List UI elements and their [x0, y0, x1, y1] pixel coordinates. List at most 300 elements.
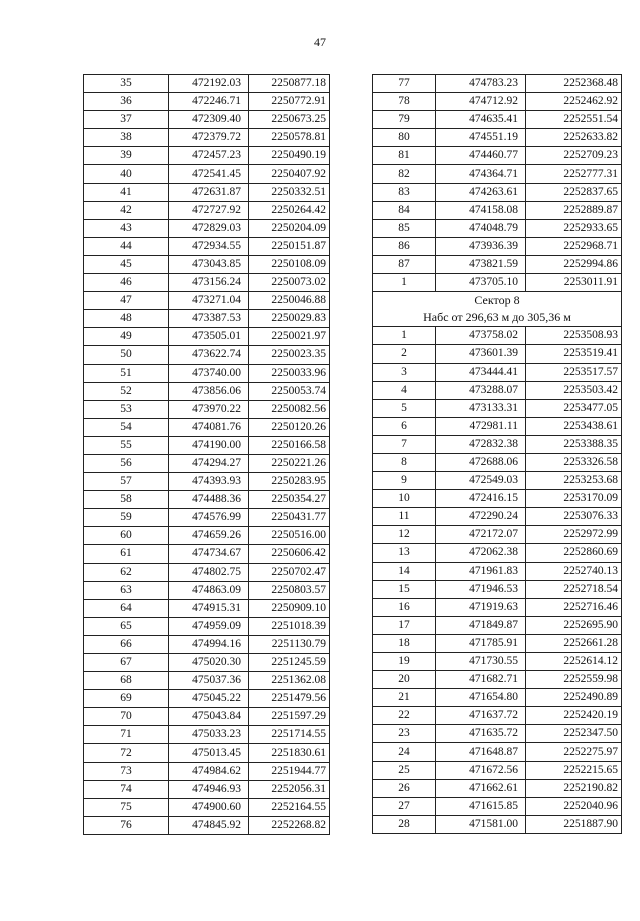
table-row	[84, 147, 330, 165]
y-coordinate: 2252837.65	[526, 183, 622, 201]
x-coordinate: 473043.85	[169, 255, 249, 273]
x-coordinate: 473601.39	[436, 345, 526, 363]
x-coordinate: 472290.24	[436, 508, 526, 526]
y-coordinate: 2252551.54	[526, 111, 622, 129]
point-number: 1	[373, 327, 436, 345]
x-coordinate: 474158.08	[436, 201, 526, 219]
x-coordinate: 472309.40	[169, 111, 249, 129]
point-number: 25	[373, 761, 436, 779]
table-row	[373, 761, 622, 779]
x-coordinate: 474393.93	[169, 473, 249, 491]
y-coordinate: 2251018.39	[249, 617, 330, 635]
y-coordinate: 2251830.61	[249, 744, 330, 762]
point-number: 38	[84, 129, 169, 147]
y-coordinate: 2252490.89	[526, 689, 622, 707]
y-coordinate: 2252718.54	[526, 580, 622, 598]
x-coordinate: 473622.74	[169, 346, 249, 364]
x-coordinate: 471785.91	[436, 634, 526, 652]
x-coordinate: 474984.62	[169, 762, 249, 780]
x-coordinate: 471615.85	[436, 797, 526, 815]
point-number: 13	[373, 544, 436, 562]
x-coordinate: 472192.03	[169, 75, 249, 93]
x-coordinate: 472727.92	[169, 201, 249, 219]
y-coordinate: 2252860.69	[526, 544, 622, 562]
y-coordinate: 2251130.79	[249, 635, 330, 653]
table-row	[84, 473, 330, 491]
table-row	[84, 563, 330, 581]
x-coordinate: 473387.53	[169, 310, 249, 328]
x-coordinate: 475033.23	[169, 726, 249, 744]
point-number: 7	[373, 435, 436, 453]
point-number: 78	[373, 93, 436, 111]
table-row	[373, 165, 622, 183]
table-row	[373, 453, 622, 471]
x-coordinate: 474915.31	[169, 599, 249, 617]
right-table-top-body	[373, 75, 622, 292]
table-row	[84, 328, 330, 346]
point-number: 64	[84, 599, 169, 617]
point-number: 55	[84, 436, 169, 454]
y-coordinate: 2251245.59	[249, 654, 330, 672]
table-row	[373, 490, 622, 508]
y-coordinate: 2253477.05	[526, 399, 622, 417]
x-coordinate: 471662.61	[436, 779, 526, 797]
table-row	[84, 599, 330, 617]
x-coordinate: 474734.67	[169, 545, 249, 563]
x-coordinate: 472631.87	[169, 183, 249, 201]
y-coordinate: 2250877.18	[249, 75, 330, 93]
sector-title: Сектор 8	[373, 292, 622, 310]
x-coordinate: 475037.36	[169, 672, 249, 690]
x-coordinate: 472549.03	[436, 472, 526, 490]
table-row	[84, 274, 330, 292]
x-coordinate: 471648.87	[436, 743, 526, 761]
point-number: 66	[84, 635, 169, 653]
x-coordinate: 472246.71	[169, 93, 249, 111]
table-row	[373, 815, 622, 833]
y-coordinate: 2251597.29	[249, 708, 330, 726]
table-row	[373, 183, 622, 201]
point-number: 65	[84, 617, 169, 635]
point-number: 8	[373, 453, 436, 471]
table-row	[373, 381, 622, 399]
x-coordinate: 473505.01	[169, 328, 249, 346]
table-row	[84, 654, 330, 672]
x-coordinate: 472541.45	[169, 165, 249, 183]
y-coordinate: 2250221.26	[249, 454, 330, 472]
x-coordinate: 472981.11	[436, 417, 526, 435]
point-number: 44	[84, 237, 169, 255]
sector-subtitle: Набс от 296,63 м до 305,36 м	[373, 309, 622, 327]
y-coordinate: 2252968.71	[526, 237, 622, 255]
x-coordinate: 474263.61	[436, 183, 526, 201]
table-row	[84, 219, 330, 237]
point-number: 36	[84, 93, 169, 111]
coordinates-table-right	[372, 74, 622, 834]
table-row	[373, 435, 622, 453]
table-row	[84, 617, 330, 635]
y-coordinate: 2250606.42	[249, 545, 330, 563]
table-row	[373, 417, 622, 435]
table-row	[84, 237, 330, 255]
point-number: 50	[84, 346, 169, 364]
point-number: 71	[84, 726, 169, 744]
table-row	[373, 147, 622, 165]
table-row	[84, 292, 330, 310]
table-row	[84, 672, 330, 690]
y-coordinate: 2252709.23	[526, 147, 622, 165]
point-number: 40	[84, 165, 169, 183]
table-row	[373, 75, 622, 93]
point-number: 22	[373, 707, 436, 725]
point-number: 61	[84, 545, 169, 563]
x-coordinate: 471682.71	[436, 671, 526, 689]
table-row	[84, 690, 330, 708]
y-coordinate: 2253519.41	[526, 345, 622, 363]
left-table-body	[84, 75, 330, 835]
point-number: 63	[84, 581, 169, 599]
point-number: 48	[84, 310, 169, 328]
table-row	[373, 779, 622, 797]
x-coordinate: 474364.71	[436, 165, 526, 183]
point-number: 1	[373, 274, 436, 292]
y-coordinate: 2252777.31	[526, 165, 622, 183]
y-coordinate: 2250354.27	[249, 491, 330, 509]
point-number: 27	[373, 797, 436, 815]
x-coordinate: 473288.07	[436, 381, 526, 399]
y-coordinate: 2250204.09	[249, 219, 330, 237]
y-coordinate: 2251362.08	[249, 672, 330, 690]
y-coordinate: 2252716.46	[526, 598, 622, 616]
y-coordinate: 2252740.13	[526, 562, 622, 580]
x-coordinate: 471654.80	[436, 689, 526, 707]
x-coordinate: 471672.56	[436, 761, 526, 779]
x-coordinate: 474659.26	[169, 527, 249, 545]
table-row	[84, 509, 330, 527]
y-coordinate: 2251887.90	[526, 815, 622, 833]
table-row	[373, 689, 622, 707]
table-row	[84, 183, 330, 201]
y-coordinate: 2250283.95	[249, 473, 330, 491]
point-number: 69	[84, 690, 169, 708]
point-number: 56	[84, 454, 169, 472]
x-coordinate: 474460.77	[436, 147, 526, 165]
table-row	[84, 75, 330, 93]
sector-header	[373, 292, 622, 327]
table-row	[84, 418, 330, 436]
point-number: 3	[373, 363, 436, 381]
point-number: 5	[373, 399, 436, 417]
y-coordinate: 2250772.91	[249, 93, 330, 111]
table-row	[84, 165, 330, 183]
y-coordinate: 2250264.42	[249, 201, 330, 219]
point-number: 60	[84, 527, 169, 545]
x-coordinate: 472832.38	[436, 435, 526, 453]
x-coordinate: 474294.27	[169, 454, 249, 472]
y-coordinate: 2250166.58	[249, 436, 330, 454]
x-coordinate: 473156.24	[169, 274, 249, 292]
x-coordinate: 473444.41	[436, 363, 526, 381]
point-number: 79	[373, 111, 436, 129]
point-number: 72	[84, 744, 169, 762]
table-row	[373, 634, 622, 652]
table-row	[373, 274, 622, 292]
x-coordinate: 475013.45	[169, 744, 249, 762]
point-number: 2	[373, 345, 436, 363]
y-coordinate: 2252972.99	[526, 526, 622, 544]
x-coordinate: 471581.00	[436, 815, 526, 833]
x-coordinate: 474712.92	[436, 93, 526, 111]
x-coordinate: 471849.87	[436, 616, 526, 634]
point-number: 85	[373, 219, 436, 237]
y-coordinate: 2250053.74	[249, 382, 330, 400]
y-coordinate: 2250029.83	[249, 310, 330, 328]
y-coordinate: 2250073.02	[249, 274, 330, 292]
y-coordinate: 2252994.86	[526, 255, 622, 273]
point-number: 21	[373, 689, 436, 707]
y-coordinate: 2250151.87	[249, 237, 330, 255]
y-coordinate: 2252559.98	[526, 671, 622, 689]
table-row	[84, 762, 330, 780]
x-coordinate: 474845.92	[169, 816, 249, 834]
x-coordinate: 473758.02	[436, 327, 526, 345]
y-coordinate: 2252056.31	[249, 780, 330, 798]
point-number: 39	[84, 147, 169, 165]
point-number: 15	[373, 580, 436, 598]
point-number: 67	[84, 654, 169, 672]
y-coordinate: 2250490.19	[249, 147, 330, 165]
table-row	[373, 743, 622, 761]
point-number: 77	[373, 75, 436, 93]
y-coordinate: 2252164.55	[249, 798, 330, 816]
point-number: 23	[373, 725, 436, 743]
table-row	[84, 744, 330, 762]
table-row	[373, 725, 622, 743]
point-number: 28	[373, 815, 436, 833]
table-row	[373, 671, 622, 689]
point-number: 10	[373, 490, 436, 508]
coordinates-table-left	[83, 74, 330, 835]
x-coordinate: 474946.93	[169, 780, 249, 798]
x-coordinate: 472416.15	[436, 490, 526, 508]
x-coordinate: 475020.30	[169, 654, 249, 672]
point-number: 20	[373, 671, 436, 689]
point-number: 12	[373, 526, 436, 544]
table-row	[373, 580, 622, 598]
x-coordinate: 471961.83	[436, 562, 526, 580]
y-coordinate: 2250578.81	[249, 129, 330, 147]
x-coordinate: 473936.39	[436, 237, 526, 255]
point-number: 19	[373, 653, 436, 671]
y-coordinate: 2252368.48	[526, 75, 622, 93]
table-row	[84, 527, 330, 545]
point-number: 59	[84, 509, 169, 527]
x-coordinate: 473970.22	[169, 400, 249, 418]
x-coordinate: 473271.04	[169, 292, 249, 310]
y-coordinate: 2250033.96	[249, 364, 330, 382]
x-coordinate: 473821.59	[436, 255, 526, 273]
x-coordinate: 471730.55	[436, 653, 526, 671]
x-coordinate: 471635.72	[436, 725, 526, 743]
x-coordinate: 472829.03	[169, 219, 249, 237]
y-coordinate: 2250516.00	[249, 527, 330, 545]
table-row	[373, 363, 622, 381]
point-number: 18	[373, 634, 436, 652]
y-coordinate: 2253076.33	[526, 508, 622, 526]
table-row	[373, 797, 622, 815]
y-coordinate: 2251479.56	[249, 690, 330, 708]
y-coordinate: 2253438.61	[526, 417, 622, 435]
x-coordinate: 471637.72	[436, 707, 526, 725]
point-number: 45	[84, 255, 169, 273]
y-coordinate: 2252190.82	[526, 779, 622, 797]
table-row	[84, 816, 330, 834]
y-coordinate: 2253170.09	[526, 490, 622, 508]
table-row	[84, 364, 330, 382]
point-number: 83	[373, 183, 436, 201]
y-coordinate: 2252933.65	[526, 219, 622, 237]
y-coordinate: 2252614.12	[526, 653, 622, 671]
y-coordinate: 2253388.35	[526, 435, 622, 453]
table-row	[84, 129, 330, 147]
y-coordinate: 2253517.57	[526, 363, 622, 381]
point-number: 37	[84, 111, 169, 129]
x-coordinate: 474802.75	[169, 563, 249, 581]
point-number: 47	[84, 292, 169, 310]
x-coordinate: 472062.38	[436, 544, 526, 562]
point-number: 68	[84, 672, 169, 690]
sector-subtitle-row	[373, 309, 622, 327]
point-number: 52	[84, 382, 169, 400]
y-coordinate: 2253503.42	[526, 381, 622, 399]
y-coordinate: 2252268.82	[249, 816, 330, 834]
y-coordinate: 2252661.28	[526, 634, 622, 652]
table-row	[373, 598, 622, 616]
table-row	[84, 93, 330, 111]
point-number: 76	[84, 816, 169, 834]
point-number: 14	[373, 562, 436, 580]
x-coordinate: 472172.07	[436, 526, 526, 544]
point-number: 46	[84, 274, 169, 292]
y-coordinate: 2252040.96	[526, 797, 622, 815]
table-row	[84, 635, 330, 653]
x-coordinate: 471946.53	[436, 580, 526, 598]
y-coordinate: 2253508.93	[526, 327, 622, 345]
table-row	[84, 545, 330, 563]
y-coordinate: 2250108.09	[249, 255, 330, 273]
point-number: 75	[84, 798, 169, 816]
x-coordinate: 475043.84	[169, 708, 249, 726]
table-row	[84, 581, 330, 599]
x-coordinate: 473740.00	[169, 364, 249, 382]
x-coordinate: 474551.19	[436, 129, 526, 147]
y-coordinate: 2250332.51	[249, 183, 330, 201]
y-coordinate: 2252347.50	[526, 725, 622, 743]
point-number: 16	[373, 598, 436, 616]
y-coordinate: 2250407.92	[249, 165, 330, 183]
table-row	[84, 798, 330, 816]
y-coordinate: 2250431.77	[249, 509, 330, 527]
point-number: 9	[373, 472, 436, 490]
table-row	[84, 201, 330, 219]
x-coordinate: 472688.06	[436, 453, 526, 471]
point-number: 35	[84, 75, 169, 93]
point-number: 74	[84, 780, 169, 798]
y-coordinate: 2253326.58	[526, 453, 622, 471]
y-coordinate: 2250909.10	[249, 599, 330, 617]
y-coordinate: 2251944.77	[249, 762, 330, 780]
point-number: 58	[84, 491, 169, 509]
x-coordinate: 474863.09	[169, 581, 249, 599]
right-table-bottom-body	[373, 327, 622, 834]
point-number: 41	[84, 183, 169, 201]
table-row	[373, 255, 622, 273]
table-row	[373, 399, 622, 417]
point-number: 11	[373, 508, 436, 526]
point-number: 87	[373, 255, 436, 273]
point-number: 6	[373, 417, 436, 435]
point-number: 86	[373, 237, 436, 255]
table-row	[373, 345, 622, 363]
y-coordinate: 2250803.57	[249, 581, 330, 599]
table-row	[84, 255, 330, 273]
table-row	[373, 237, 622, 255]
x-coordinate: 474635.41	[436, 111, 526, 129]
y-coordinate: 2250702.47	[249, 563, 330, 581]
point-number: 84	[373, 201, 436, 219]
y-coordinate: 2250046.88	[249, 292, 330, 310]
y-coordinate: 2252275.97	[526, 743, 622, 761]
x-coordinate: 474576.99	[169, 509, 249, 527]
table-row	[373, 562, 622, 580]
x-coordinate: 474783.23	[436, 75, 526, 93]
y-coordinate: 2250082.56	[249, 400, 330, 418]
x-coordinate: 474900.60	[169, 798, 249, 816]
table-row	[373, 616, 622, 634]
table-row	[84, 780, 330, 798]
point-number: 82	[373, 165, 436, 183]
sector-title-row	[373, 292, 622, 310]
point-number: 62	[84, 563, 169, 581]
page-number: 47	[314, 35, 326, 49]
point-number: 57	[84, 473, 169, 491]
x-coordinate: 475045.22	[169, 690, 249, 708]
table-row	[84, 111, 330, 129]
y-coordinate: 2252462.92	[526, 93, 622, 111]
table-row	[373, 327, 622, 345]
x-coordinate: 474959.09	[169, 617, 249, 635]
x-coordinate: 473856.06	[169, 382, 249, 400]
table-row	[84, 382, 330, 400]
point-number: 51	[84, 364, 169, 382]
table-row	[373, 201, 622, 219]
table-row	[373, 219, 622, 237]
point-number: 4	[373, 381, 436, 399]
y-coordinate: 2250673.25	[249, 111, 330, 129]
x-coordinate: 472379.72	[169, 129, 249, 147]
y-coordinate: 2252215.65	[526, 761, 622, 779]
y-coordinate: 2252633.82	[526, 129, 622, 147]
point-number: 43	[84, 219, 169, 237]
table-row	[84, 491, 330, 509]
table-row	[84, 310, 330, 328]
point-number: 17	[373, 616, 436, 634]
point-number: 26	[373, 779, 436, 797]
table-row	[373, 508, 622, 526]
x-coordinate: 472457.23	[169, 147, 249, 165]
table-row	[84, 708, 330, 726]
table-row	[373, 526, 622, 544]
